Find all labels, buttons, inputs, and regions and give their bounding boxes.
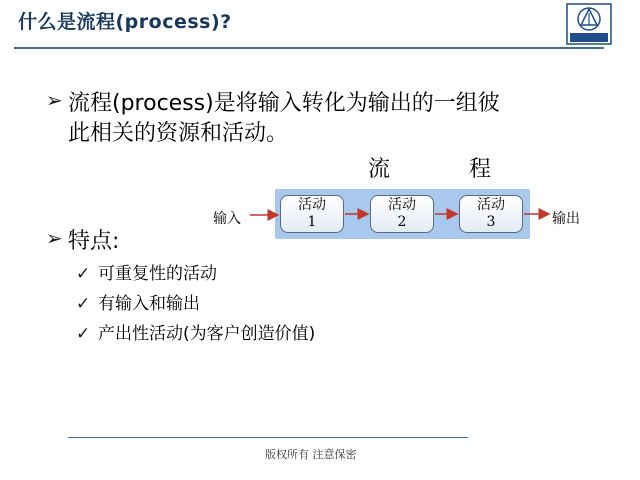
activity-number: 1 bbox=[307, 214, 317, 230]
arrow-bullet-icon: ➢ bbox=[46, 88, 63, 112]
flow-title: 流 程 bbox=[368, 157, 527, 182]
activity-number: 3 bbox=[486, 214, 496, 230]
check-icon: ✓ bbox=[76, 324, 91, 344]
activity-number: 2 bbox=[397, 214, 407, 230]
definition-line-2: 此相关的资源和活动。 bbox=[68, 121, 289, 146]
activity-box-1 bbox=[280, 195, 344, 233]
footer-text: 版权所有 注意保密 bbox=[265, 448, 357, 461]
feature-item-1: ✓ 可重复性的活动 bbox=[76, 264, 217, 284]
footer-divider bbox=[68, 437, 468, 438]
activity-name: 活动 bbox=[388, 197, 416, 213]
title-divider bbox=[14, 47, 604, 49]
check-icon: ✓ bbox=[76, 294, 91, 314]
activity-name: 活动 bbox=[477, 197, 505, 213]
slide-title: 什么是流程(process)? bbox=[18, 11, 232, 33]
definition-line-1: 流程(process)是将输入转化为输出的一组彼 bbox=[68, 91, 500, 116]
features-heading: 特点: bbox=[68, 229, 120, 254]
company-logo bbox=[566, 3, 612, 45]
activity-box-3 bbox=[459, 195, 523, 233]
activity-name: 活动 bbox=[298, 197, 326, 213]
activity-box-2 bbox=[370, 195, 434, 233]
check-icon: ✓ bbox=[76, 264, 91, 284]
feature-item-3: ✓ 产出性活动(为客户创造价值) bbox=[76, 324, 316, 344]
output-label: 输出 bbox=[552, 211, 580, 227]
arrow-bullet-icon: ➢ bbox=[46, 226, 63, 250]
input-label: 输入 bbox=[213, 211, 241, 227]
feature-item-2: ✓ 有输入和输出 bbox=[76, 294, 200, 314]
